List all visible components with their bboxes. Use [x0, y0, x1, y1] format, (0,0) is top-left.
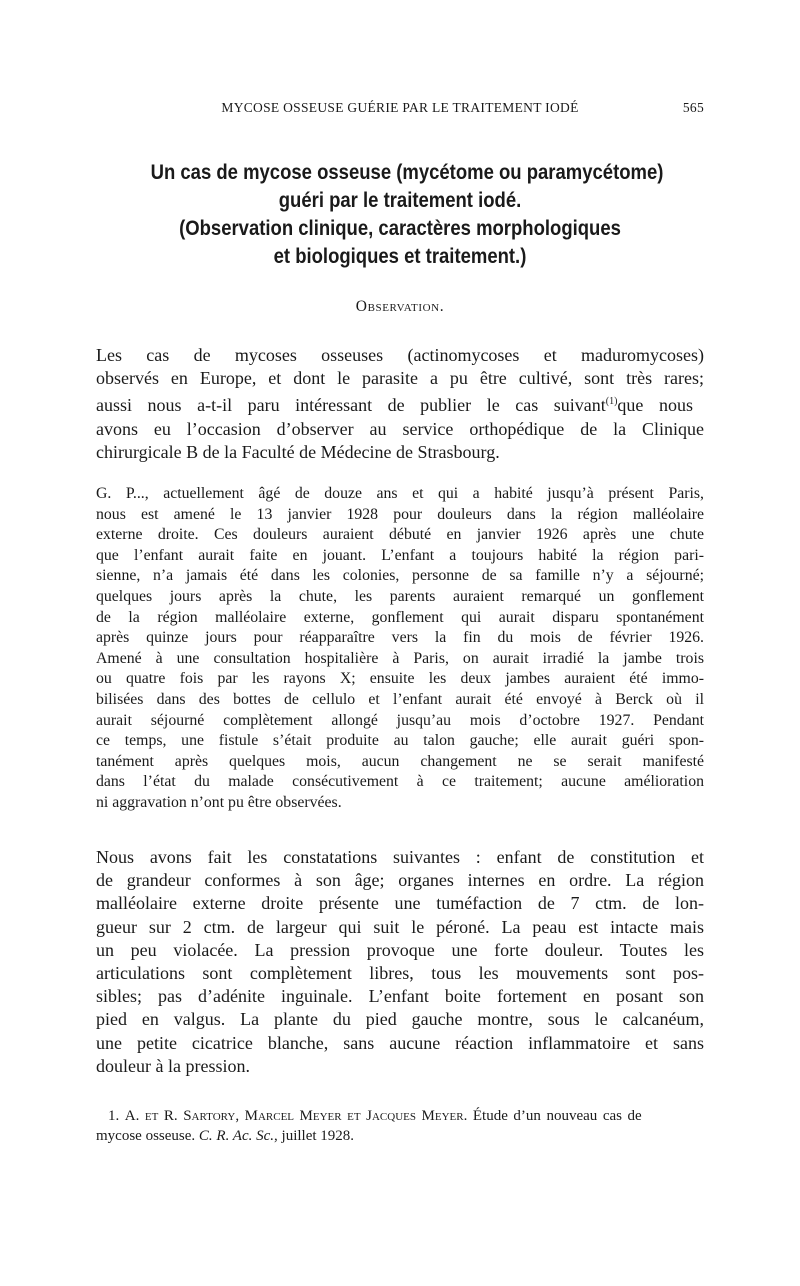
- text-fragment: que nous: [617, 395, 693, 416]
- text-line: malléolaire externe droite présente une tuméfaction de 7 ctm. de lon-: [96, 893, 704, 914]
- footnote-line-1: [96, 1106, 704, 1126]
- footnote-reference: (1): [605, 396, 618, 408]
- text-line: [96, 390, 704, 417]
- text-line: de grandeur conformes à son âge; organes internes en ordre. La région: [96, 870, 704, 891]
- text-fragment: aussi nous a-t-il paru intéressant de publier le cas suivant$^{(1)}$que nous: [96, 390, 693, 417]
- text-line-last: douleur à la pression.: [96, 1055, 250, 1076]
- footnote-journal: C. R. Ac. Sc.: [198, 1128, 275, 1144]
- text-line: pied en valgus. La plante du pied gauche montre, sous le calcanéum,: [96, 1009, 704, 1030]
- text-line: de la région malléolaire externe, gonflement qui aurait disparu spontanément: [96, 608, 704, 626]
- text-line: observés en Europe, et dont le parasite a pu être cultivé, sont très rares;: [96, 368, 704, 389]
- text-line: Les cas de mycoses osseuses (actinomycoses et maduromycoses): [96, 345, 704, 365]
- text-line: un peu violacée. La pression provoque une forte douleur. Toutes les: [96, 939, 704, 960]
- text-line: Amené à une consultation hospitalière à Paris, on aurait irradié la jambe trois: [96, 649, 704, 667]
- text-line: articulations sont complètement libres, tous les mouvements sont pos-: [96, 963, 704, 984]
- text-line: avons eu l’occasion d’observer au service orthopédique de la Clinique: [96, 418, 704, 439]
- text-line: que l’enfant aurait faite en jouant. L’enfant a toujours habité la région pari-: [96, 546, 704, 564]
- article-title: [150, 158, 664, 270]
- footnote: [96, 1106, 704, 1146]
- text-line-last: ni aggravation n’ont pu être observées.: [96, 793, 342, 811]
- page-number: 565: [682, 100, 704, 115]
- title-line-1: Un cas de mycose osseuse (mycétome ou paramycétome): [150, 160, 664, 184]
- text-line: une petite cicatrice blanche, sans aucune réaction inflammatoire et sans: [96, 1032, 704, 1053]
- footnote-title: Étude d’un nouveau cas de: [472, 1108, 642, 1124]
- text-line: aurait séjourné complètement allongé jusqu’au mois d’octobre 1927. Pendant: [96, 711, 704, 729]
- footnote-number: 1.: [108, 1108, 120, 1124]
- title-line-4: et biologiques et traitement.): [273, 244, 527, 268]
- text-line: bilisées dans des bottes de cellulo et l’enfant aurait été envoyé à Berck où il: [96, 690, 704, 708]
- text-line: après quinze jours pour réapparaître vers la fin du mois de février 1926.: [96, 629, 704, 647]
- text-line: dans l’état du malade consécutivement à ce traitement; aucune amélioration: [96, 773, 704, 791]
- text-line: tanément après quelques mois, aucun changement ne se serait manifesté: [96, 752, 704, 770]
- text-line: ou quatre fois par les rayons X; ensuite les deux jambes auraient été immo-: [96, 670, 704, 688]
- title-line-3: (Observation clinique, caractères morphologiques: [179, 216, 621, 240]
- text-line: nous est amené le 13 janvier 1928 pour douleurs dans la région malléolaire: [96, 505, 704, 523]
- text-line-last: chirurgicale B de la Faculté de Médecine de Strasbourg.: [96, 441, 500, 462]
- case-report-paragraph: [96, 484, 704, 814]
- footnote-date: , juillet 1928.: [274, 1128, 355, 1144]
- title-line-2: guéri par le traitement iodé.: [278, 188, 522, 212]
- footnote-line-1-text: [96, 1106, 642, 1126]
- text-line: sienne, n’a jamais été dans les colonies, personne de sa famille n’y a séjourné;: [96, 567, 704, 585]
- running-head: [96, 100, 704, 120]
- introduction-paragraph: [96, 344, 704, 464]
- text-line: Nous avons fait les constatations suivantes : enfant de constitution et: [96, 847, 704, 867]
- footnote-line-2: [96, 1126, 704, 1146]
- text-line: ce temps, une fistule s’était produite au talon gauche; elle aurait guéri spon-: [96, 732, 704, 750]
- text-line: externe droite. Ces douleurs auraient débuté en janvier 1926 après une chute: [96, 526, 704, 544]
- text-line: sibles; pas d’adénite inguinale. L’enfant boite fortement en posant son: [96, 986, 704, 1007]
- footnote-authors: A. et R. Sartory, Marcel Meyer et Jacques Meyer.: [124, 1108, 468, 1124]
- section-heading: Observation.: [355, 298, 445, 315]
- text-line: G. P..., actuellement âgé de douze ans et qui a habité jusqu’à présent Paris,: [96, 485, 704, 502]
- footnote-line-2-start: mycose osseuse.: [96, 1128, 196, 1144]
- text-line: gueur sur 2 ctm. de largeur qui suit le péroné. La peau est intacte mais: [96, 916, 704, 937]
- running-head-title: MYCOSE OSSEUSE GUÉRIE PAR LE TRAITEMENT IODÉ: [221, 100, 579, 115]
- text-line: quelques jours après la chute, les parents auraient remarqué un gonflement: [96, 587, 704, 605]
- findings-paragraph: [96, 846, 704, 1078]
